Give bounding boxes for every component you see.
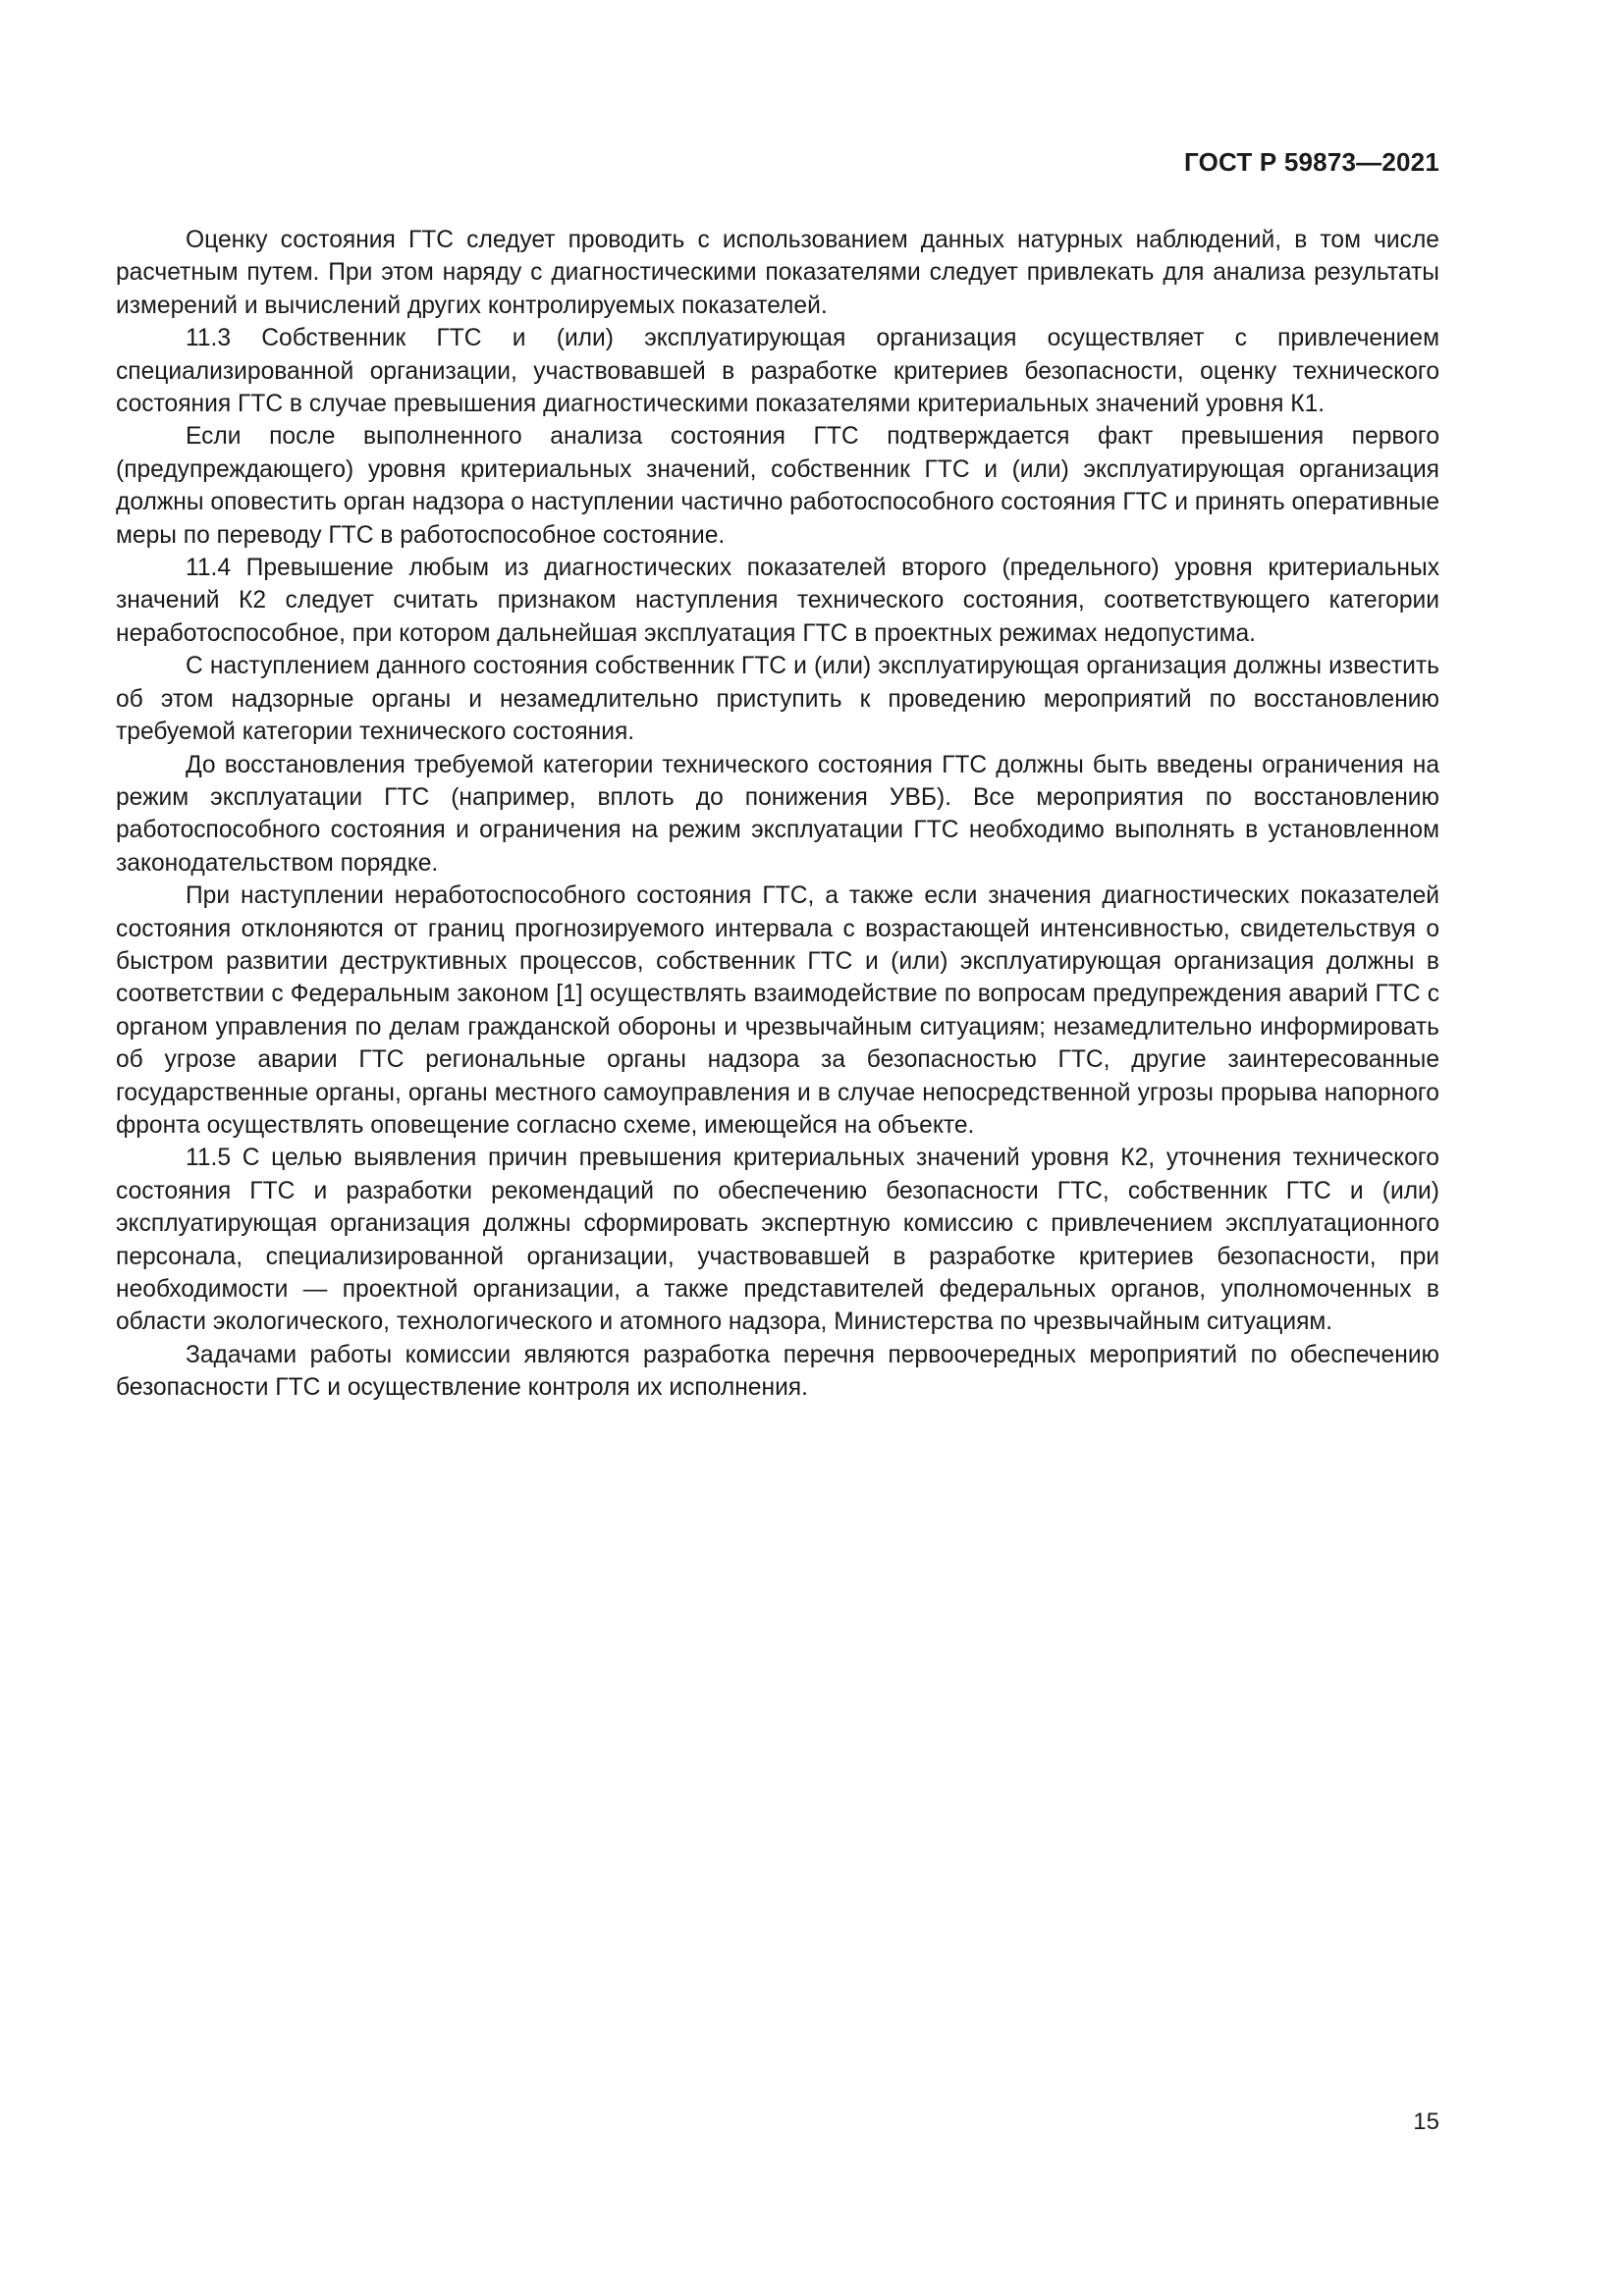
paragraph: При наступлении неработоспособного состояния ГТС, а также если значения диагностических показателей состояния отклоняются от границ прогнозируемого интервала с возрастающей интенсивностью, свидетельствуя о быстром развитии деструктивных процессов, собственник ГТС и (или) эксплуатирующая организация должны в соответствии с Федеральным законом [1] осуществлять взаимодействие по вопросам предупреждения аварий ГТС с органом управления по делам гражданской обороны и чрезвычайным ситуациям; незамедлительно информировать об угрозе аварии ГТС региональные органы надзора за безопасностью ГТС, другие заинтересованные государственные органы, органы местного самоуправления и в случае непосредственной угрозы прорыва напорного фронта осуществлять оповещение согласно схеме, имеющейся на объекте. <box>116 882 1439 1139</box>
page-number: 15 <box>1413 2109 1439 2135</box>
paragraph-11-3: 11.3 Собственник ГТС и (или) эксплуатирующая организация осуществляет с привлечением специализированной организации, участвовавшей в разработке критериев безопасности, оценку технического состояния ГТС в случае превышения диагностическими показателями критериальных значений уровня К1. <box>116 325 1439 418</box>
document-body <box>116 224 1439 1405</box>
paragraph: Оценку состояния ГТС следует проводить с использованием данных натурных наблюдений, в том числе расчетным путем. При этом наряду с диагностическими показателями следует привлекать для анализа результаты измерений и вычислений других контролируемых показателей. <box>116 227 1439 319</box>
paragraph: Задачами работы комиссии являются разработка перечня первоочередных мероприятий по обеспечению безопасности ГТС и осуществление контроля их исполнения. <box>116 1341 1439 1402</box>
paragraph: До восстановления требуемой категории технического состояния ГТС должны быть введены ограничения на режим эксплуатации ГТС (например, вплоть до понижения УВБ). Все мероприятия по восстановлению работоспособного состояния и ограничения на режим эксплуатации ГТС необходимо выполнять в установленном законодательством порядке. <box>116 751 1439 877</box>
paragraph-11-5: 11.5 С целью выявления причин превышения критериальных значений уровня К2, уточнения технического состояния ГТС и разработки рекомендаций по обеспечению безопасности ГТС, собственник ГТС и (или) эксплуатирующая организация должны сформировать экспертную комиссию с привлечением эксплуатационного персонала, специализированной организации, участвовавшей в разработке критериев безопасности, при необходимости — проектной организации, а также представителей федеральных органов, уполномоченных в области экологического, технологического и атомного надзора, Министерства по чрезвычайным ситуациям. <box>116 1145 1439 1336</box>
paragraph: Если после выполненного анализа состояния ГТС подтверждается факт превышения первого (предупреждающего) уровня критериальных значений, собственник ГТС и (или) эксплуатирующая организация должны оповестить орган надзора о наступлении частично работоспособного состояния ГТС и принять оперативные меры по переводу ГТС в работоспособное состояние. <box>116 423 1439 549</box>
document-code-header: ГОСТ Р 59873—2021 <box>1184 147 1439 177</box>
paragraph: С наступлением данного состояния собственник ГТС и (или) эксплуатирующая организация должны известить об этом надзорные органы и незамедлительно приступить к проведению мероприятий по восстановлению требуемой категории технического состояния. <box>116 653 1439 746</box>
paragraph-11-4: 11.4 Превышение любым из диагностических показателей второго (предельного) уровня критериальных значений К2 следует считать признаком наступления технического состояния, соответствующего категории неработоспособное, при котором дальнейшая эксплуатация ГТС в проектных режимах недопустима. <box>116 555 1439 647</box>
